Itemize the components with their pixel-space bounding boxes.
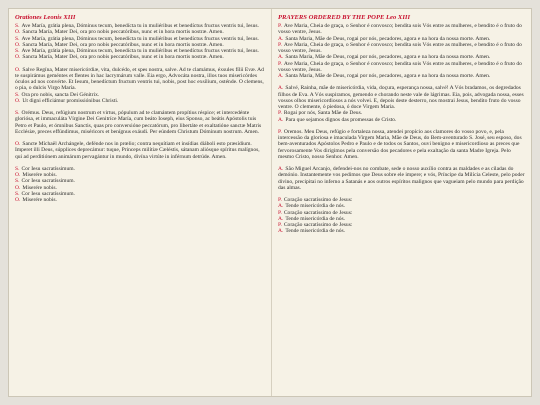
prayer-line xyxy=(15,197,265,203)
prayer-text: Cor Iesu sacratíssimum. xyxy=(21,178,75,185)
prayer-page xyxy=(8,8,532,397)
prayer-text: Sancte Míchaël Archángele, defénde nos in prœlio; contra nequítiam et insídias diáboli esto præsídium. Imperet illi Deus, súpplices deprecámur: tuque, Princeps milítiæ Cæléstis, sátanam aliósque spíritus malígnos, qui ad perditiónem animárum pervagántur in mundo, divína virtúte in inférnum detrúde. Amen. xyxy=(15,141,260,160)
speaker-marker: O. xyxy=(15,54,21,61)
speaker-marker: O. xyxy=(15,141,21,147)
prayer-text: Ave María, grátia plena, Dóminus tecum, benedícta tu in muliéribus et benedíctus fructus ventris tui, Iesus. xyxy=(21,48,259,54)
latin-column xyxy=(9,9,271,396)
prayer-text: Sancta María, Mater Dei, ora pro nobis peccatóribus, nunc et in hora mortis nostræ. Amen. xyxy=(22,41,224,48)
prayer-text: Miserére nobis. xyxy=(22,197,57,203)
speaker-marker: S. xyxy=(15,35,20,42)
speaker-marker: P. xyxy=(278,209,282,216)
prayer-text: Ave Maria, Cheia de graça, o Senhor é convosco; bendita sois Vós entre as mulheres, e bendito é o fruto do vosso ventre, Jesus. xyxy=(278,23,522,36)
prayer-line xyxy=(278,129,525,160)
speaker-marker: P. xyxy=(278,128,282,135)
prayer-text: Santa Maria, Mãe de Deus, rogai por nós, pecadores, agora e na hora da nossa morte. Amen. xyxy=(285,54,491,61)
speaker-marker: O. xyxy=(15,97,21,104)
prayer-text: Miserére nobis. xyxy=(22,172,57,178)
prayer-text: Coração sacratíssimo de Jesus: xyxy=(283,222,353,228)
prayer-text: São Miguel Arcanjo, defendei-nos no combate, sede o nosso auxílio contra as maldades e as ciladas do demónio. Instantemente vos pedimos que Deus sobre ele impere; e vós, Príncipe da Milícia Celeste, pelo poder divino, precipitai no inferno a Satanás e aos outros espíritos malignos que vagueiam pelo mundo para perdição das almas. xyxy=(278,166,525,191)
prayer-line xyxy=(15,110,265,135)
speaker-marker: S. xyxy=(15,178,20,185)
prayer-text: Tende misericórdia de nós. xyxy=(285,228,346,235)
prayer-text: Tende misericórdia de nós. xyxy=(285,215,346,222)
prayer-text: Sancta María, Mater Dei, ora pro nobis peccatóribus, nunc et in hora mortis nostræ. Amen. xyxy=(22,29,224,36)
prayer-text: Miserére nobis. xyxy=(22,184,57,191)
prayer-block xyxy=(278,129,525,160)
latin-blocks xyxy=(15,23,265,203)
prayer-line xyxy=(15,98,265,104)
speaker-marker: A. xyxy=(278,116,284,123)
prayer-block xyxy=(15,67,265,105)
prayer-text: Ave Maria, Cheia de graça, o Senhor é convosco; bendita sois Vós entre as mulheres, e bendito é o fruto do vosso ventre, Jesus. xyxy=(278,41,522,54)
prayer-text: Santa Maria, Mãe de Deus, rogai por nós, pecadores, agora e na hora da nossa morte. Amen. xyxy=(285,35,491,42)
prayer-line xyxy=(15,67,265,92)
prayer-line xyxy=(278,85,525,110)
speaker-marker: S. xyxy=(15,190,20,197)
prayer-text: Ave María, grátia plena, Dóminus tecum, benedícta tu in muliéribus et benedíctus fructus ventris tui, Iesus. xyxy=(21,23,259,29)
prayer-text: Ave Maria, Cheia de graça, o Senhor é convosco; bendita sois Vós entre as mulheres, e bendito é o fruto do vosso ventre, Jesus. xyxy=(278,60,522,73)
prayer-text: Ave María, grátia plena, Dóminus tecum, benedícta tu in muliéribus et benedíctus fructus ventris tui, Iesus. xyxy=(21,35,259,42)
prayer-text: Cor Iesu sacratíssimum. xyxy=(21,190,75,197)
speaker-marker: S. xyxy=(15,91,20,98)
translation-column xyxy=(271,9,531,396)
prayer-line xyxy=(278,73,525,79)
prayer-text: Salvé, Rainha, mãe de misericórdia, vida, doçura, esperança nossa, salvé! A Vós bradamos, os degredados filhos de Eva. A Vós suspiramos, gemendo e chorando neste vale de lágrimas. Eia, pois, advogada nossa, esses vossos olhos misericordiosos a nós volvei. E, depois deste desterro, nos mostrai Jesus, bendito fruto do vosso ventre. O clemente, ó piedosa, ó doce Virgem Maria. xyxy=(278,85,524,110)
prayer-text: Ut digni efficiámur promissiónibus Christi. xyxy=(22,97,119,104)
speaker-marker: A. xyxy=(278,35,284,42)
speaker-marker: O. xyxy=(15,172,21,178)
prayer-text: Coração sacratíssimo de Jesus: xyxy=(283,197,353,203)
speaker-marker: P. xyxy=(278,222,282,228)
prayer-block xyxy=(15,141,265,160)
speaker-marker: P. xyxy=(278,23,282,29)
speaker-marker: O. xyxy=(15,66,21,73)
prayer-block xyxy=(278,166,525,191)
speaker-marker: S. xyxy=(15,165,20,172)
prayer-block xyxy=(15,23,265,61)
speaker-marker: A. xyxy=(278,203,284,210)
prayer-line xyxy=(278,166,525,191)
speaker-marker: A. xyxy=(278,166,284,172)
prayer-line xyxy=(15,141,265,160)
prayer-text: Coração sacratíssimo de Jesus: xyxy=(283,209,353,216)
speaker-marker: P. xyxy=(278,60,282,67)
speaker-marker: S. xyxy=(15,23,20,29)
prayer-line xyxy=(278,42,525,55)
prayer-block xyxy=(278,197,525,235)
prayer-block xyxy=(278,85,525,123)
speaker-marker: O. xyxy=(15,41,21,48)
prayer-line xyxy=(278,23,525,36)
prayer-line xyxy=(278,61,525,74)
speaker-marker: P. xyxy=(278,41,282,48)
prayer-text: Oremos. Meu Deus, refúgio e fortaleza nossa, atendei propício aos clamores do vosso povo, e, pela intercessão da gloriosa e imaculada Virgem Maria, Mãe de Deus, do Bem-aventurado S. José, seu esposo, dos bem-aventurados Apóstolos Pedro e Paulo e de todos os Santos, ouvi benigno e misericordioso as preces que fervorosamente Vos dirigimos pela conversão dos pecadores e pela exaltação da santa Madre Igreja. Pelo mesmo Cristo, nosso Senhor. Amen. xyxy=(278,128,522,160)
speaker-marker: P. xyxy=(278,197,282,203)
speaker-marker: O. xyxy=(15,29,21,36)
prayer-text: Santa Maria, Mãe de Deus, rogai por nós, pecadores, agora e na hora da nossa morte. Amen. xyxy=(285,73,491,79)
prayer-block xyxy=(278,23,525,79)
prayer-text: Cor Iesu sacratíssimum. xyxy=(21,165,75,172)
speaker-marker: O. xyxy=(15,184,21,191)
speaker-marker: O. xyxy=(15,197,21,203)
prayer-block xyxy=(15,110,265,135)
prayer-text: Para que sejamos dignos das promessas de Cristo. xyxy=(285,116,397,123)
prayer-text: Ora pro nobis, sancta Dei Génitrix. xyxy=(21,91,100,98)
speaker-marker: P. xyxy=(278,110,282,117)
speaker-marker: A. xyxy=(278,54,284,61)
prayer-text: Rogai por nós, Santa Mãe de Deus. xyxy=(283,110,363,117)
prayer-line xyxy=(278,117,525,123)
speaker-marker: S. xyxy=(15,110,20,116)
prayer-text: Tende misericórdia de nós. xyxy=(285,203,346,210)
translation-title: PRAYERS ORDERED BY THE POPE Leo XIII xyxy=(278,14,411,21)
translation-blocks xyxy=(278,23,525,235)
speaker-marker: A. xyxy=(278,228,284,235)
speaker-marker: A. xyxy=(278,215,284,222)
prayer-line xyxy=(278,228,525,234)
speaker-marker: A. xyxy=(278,73,284,79)
prayer-text: Sancta María, Mater Dei, ora pro nobis peccatóribus, nunc et in hora mortis nostræ. Amen. xyxy=(22,54,224,61)
prayer-text: Salve Regína, Mater misericórdiæ, vita, dulcédo, et spes nostra, salve. Ad te clamámus, éxsules fílii Evæ. Ad te suspirámus geméntes et flentes in hac lacrymárum valle. Eia ergo, Advocáta nostra, illos tuos misericórdes óculos ad nos convérte. Et Iesum, benedíctum fructum ventris tui, nobis, post hoc exsílium, osténde. O clemens, o pia, o dulcis Virgo María. xyxy=(15,66,264,92)
speaker-marker: A. xyxy=(278,85,284,92)
prayer-text: Orémus. Deus, refúgium nostrum et virtus, pópulum ad te clamántem propítius réspice; et intercedénte gloriósa, et immaculáta Vírgine Dei Genitríce María, cum beáto Ioseph, eius Sponso, ac beátis Apóstolis tuis Petro et Paulo, et ómnibus Sanctis, quas pro conversióne peccatórum, pro libertáte et exaltatióne sanctæ Matris Ecclésiæ, preces effúndimus, miséricors et benígnus exáudi. Per eúndem Christum Dóminum nostrum. Amen. xyxy=(15,110,262,135)
prayer-line xyxy=(15,54,265,60)
latin-title: Orationes Leonis XIII xyxy=(15,14,76,21)
prayer-block xyxy=(15,166,265,204)
speaker-marker: S. xyxy=(15,48,20,54)
